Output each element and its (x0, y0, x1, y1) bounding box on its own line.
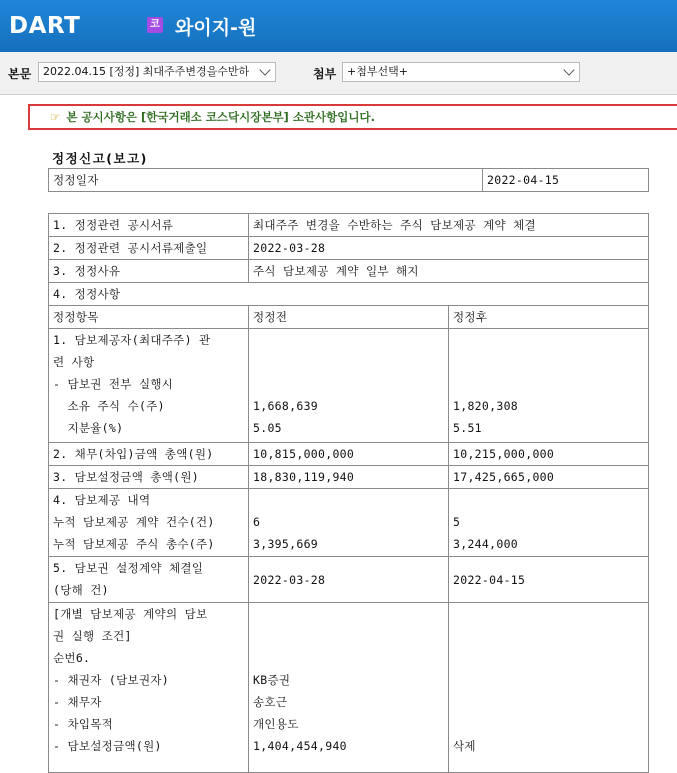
section6-before: KB증권 송호근 개인용도 1,404,454,940 (249, 603, 449, 773)
section3-item: 3. 담보설정금액 총액(원) (49, 466, 249, 489)
dart-logo[interactable] (9, 13, 80, 39)
section5-before: 2022-03-28 (249, 557, 449, 603)
correction-date-label: 정정일자 (49, 169, 483, 192)
section5-item: 5. 담보권 설정계약 체결일 (당해 건) (49, 557, 249, 603)
document-viewer[interactable] (0, 95, 677, 764)
document-title: 정정신고(보고) (52, 151, 148, 166)
corp-name: 와이지-원 (175, 17, 257, 39)
main-doc-select-value: 2022.04.15 [정정] 최대주주변경을수반하 (43, 65, 250, 78)
main-doc-label: 본문 (8, 67, 32, 81)
chevron-down-icon (563, 64, 574, 75)
attachment-select[interactable] (342, 62, 580, 82)
row4-label: 4. 정정사항 (49, 283, 649, 306)
section6-item: [개별 담보제공 계약의 담보 권 실행 조건] 순번6. - 채권자 (담보권자) - 채무자 - 차입목적 - 담보설정금액(원) (49, 603, 249, 773)
column-header-after: 정정후 (449, 306, 649, 329)
row2-value: 2022-03-28 (249, 237, 649, 260)
section5-after: 2022-04-15 (449, 557, 649, 603)
correction-date-value: 2022-04-15 (483, 169, 649, 192)
section1-before: 1,668,639 5.05 (249, 329, 449, 443)
chevron-down-icon (259, 64, 270, 75)
table-row (49, 329, 649, 443)
attachment-select-value: +첨부선택+ (347, 65, 408, 78)
table-row (49, 237, 649, 260)
logo-text: DART (9, 13, 81, 39)
table-row (49, 260, 649, 283)
table-row (49, 603, 649, 773)
table-row (49, 169, 649, 192)
table-row (49, 489, 649, 557)
section1-item: 1. 담보제공자(최대주주) 관 련 사항 - 담보권 전부 실행시 소유 주식 수(주) 지분율(%) (49, 329, 249, 443)
section2-before: 10,815,000,000 (249, 443, 449, 466)
table-row (49, 557, 649, 603)
section4-after: 5 3,244,000 (449, 489, 649, 557)
row3-label: 3. 정정사유 (49, 260, 249, 283)
attachment-label: 첨부 (313, 67, 337, 81)
section2-after: 10,215,000,000 (449, 443, 649, 466)
section2-item: 2. 채무(차입)금액 총액(원) (49, 443, 249, 466)
column-header-item: 정정항목 (49, 306, 249, 329)
pointing-hand-icon: ☞ (50, 110, 61, 124)
section6-after: 삭제 (449, 603, 649, 773)
row1-label: 1. 정정관련 공시서류 (49, 214, 249, 237)
section3-before: 18,830,119,940 (249, 466, 449, 489)
row1-value: 최대주주 변경을 수반하는 주식 담보제공 계약 체결 (249, 214, 649, 237)
correction-date-table (48, 168, 649, 192)
row2-label: 2. 정정관련 공시서류제출일 (49, 237, 249, 260)
table-row (49, 283, 649, 306)
table-header-row (49, 306, 649, 329)
table-row (49, 466, 649, 489)
row3-value: 주식 담보제공 계약 일부 해지 (249, 260, 649, 283)
column-header-before: 정정전 (249, 306, 449, 329)
section4-item: 4. 담보제공 내역 누적 담보제공 계약 건수(건) 누적 담보제공 주식 총수(주) (49, 489, 249, 557)
jurisdiction-notice (28, 104, 677, 130)
section1-after: 1,820,308 5.51 (449, 329, 649, 443)
section4-before: 6 3,395,669 (249, 489, 449, 557)
main-doc-select[interactable] (38, 62, 276, 82)
toolbar (0, 52, 677, 95)
table-row (49, 443, 649, 466)
corp-class-badge: 코 (147, 17, 163, 33)
table-row (49, 214, 649, 237)
section3-after: 17,425,665,000 (449, 466, 649, 489)
notice-text: 본 공시사항은 [한국거래소 코스닥시장본부] 소관사항입니다. (66, 110, 375, 124)
app-header (0, 0, 677, 52)
correction-detail-table (48, 213, 649, 773)
